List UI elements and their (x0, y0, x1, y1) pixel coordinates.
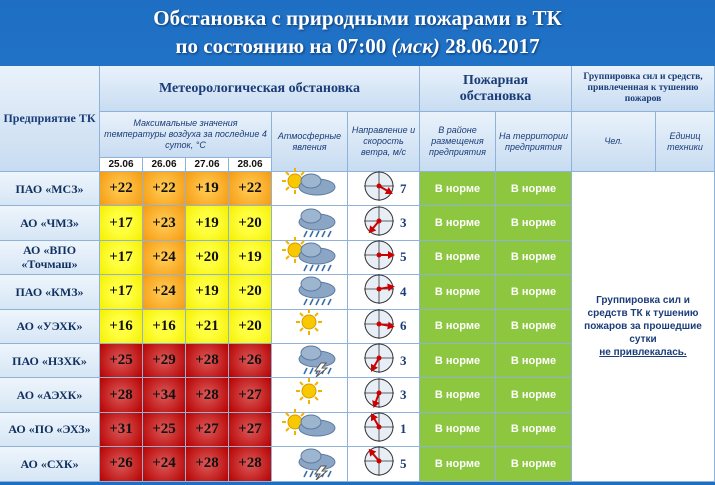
header-fire: Пожарная обстановка (420, 66, 572, 112)
header-wind: Направление и скорость ветра, м/с (348, 112, 420, 172)
fire-area-status: В норме (420, 413, 496, 447)
enterprise-name: АО «ЧМЗ» (0, 206, 100, 240)
temperature-cell: +20 (229, 310, 272, 344)
wind-cell (348, 206, 420, 240)
wind-speed: 4 (400, 283, 407, 299)
page-title (0, 0, 715, 66)
title-line-2 (0, 32, 715, 60)
wind-compass-icon (362, 204, 396, 243)
wind-speed: 5 (400, 249, 407, 265)
temperature-cell: +24 (143, 447, 186, 481)
temperature-cell: +19 (186, 206, 229, 240)
header-group: Группировка сил и средств, привлеченная к тушению пожаров (572, 66, 715, 112)
temperature-cell: +26 (100, 447, 143, 481)
wind-cell (348, 344, 420, 378)
wind-cell (348, 413, 420, 447)
temperature-cell: +17 (100, 206, 143, 240)
wind-speed: 5 (400, 455, 407, 471)
fire-area-status: В норме (420, 344, 496, 378)
enterprise-name: АО «СХК» (0, 447, 100, 481)
temperature-cell: +27 (186, 413, 229, 447)
fire-territory-status: В норме (496, 172, 572, 206)
enterprise-name: ПАО «МСЗ» (0, 172, 100, 206)
temperature-cell: +16 (100, 310, 143, 344)
wind-compass-icon (362, 169, 396, 208)
temperature-cell: +34 (143, 378, 186, 412)
title-zone: (мск) (391, 34, 440, 58)
wind-cell (348, 275, 420, 309)
wind-compass-icon (362, 238, 396, 277)
enterprise-name: АО «ПО «ЭХЗ» (0, 413, 100, 447)
fire-area-status: В норме (420, 206, 496, 240)
title-time: по состоянию на 07:00 (175, 34, 387, 58)
temperature-cell: +17 (100, 241, 143, 275)
temperature-cell: +25 (100, 344, 143, 378)
temperature-cell: +23 (143, 206, 186, 240)
temperature-cell: +29 (143, 344, 186, 378)
note-line: Группировка сил и (596, 295, 690, 306)
temperature-cell: +28 (186, 378, 229, 412)
fire-area-status: В норме (420, 447, 496, 481)
temperature-cell: +26 (229, 344, 272, 378)
temperature-cell: +19 (186, 275, 229, 309)
temperature-cell: +20 (186, 241, 229, 275)
temperature-cell: +20 (229, 206, 272, 240)
fire-area-status: В норме (420, 275, 496, 309)
header-units: Единиц техники (656, 112, 715, 172)
enterprise-name: ПАО «КМЗ» (0, 275, 100, 309)
group-note (572, 172, 715, 482)
situation-table (0, 66, 715, 482)
note-line: пожаров за прошедшие (584, 321, 702, 332)
temperature-cell: +24 (143, 275, 186, 309)
title-line-1: Обстановка с природными пожарами в ТК (153, 6, 562, 30)
temperature-cell: +22 (229, 172, 272, 206)
date-header: 27.06 (186, 158, 229, 172)
title-date: 28.06.2017 (445, 34, 540, 58)
fire-territory-status: В норме (496, 447, 572, 481)
wind-compass-icon (362, 410, 396, 449)
temperature-cell: +28 (186, 344, 229, 378)
wind-cell (348, 447, 420, 481)
wind-compass-icon (362, 272, 396, 311)
fire-territory-status: В норме (496, 206, 572, 240)
header-max-temp: Максимальные значения температуры воздуха за последние 4 суток, °С (100, 112, 272, 158)
wind-speed: 7 (400, 180, 407, 196)
temperature-cell: +16 (143, 310, 186, 344)
wind-compass-icon (362, 376, 396, 415)
fire-area-status: В норме (420, 310, 496, 344)
date-header: 25.06 (100, 158, 143, 172)
fire-territory-status: В норме (496, 241, 572, 275)
temperature-cell: +28 (186, 447, 229, 481)
temperature-cell: +31 (100, 413, 143, 447)
wind-speed: 6 (400, 318, 407, 334)
wind-speed: 3 (400, 387, 407, 403)
temperature-cell: +19 (229, 241, 272, 275)
fire-area-status: В норме (420, 241, 496, 275)
header-people: Чел. (572, 112, 656, 172)
wind-cell (348, 241, 420, 275)
fire-area-status: В норме (420, 172, 496, 206)
fire-territory-status: В норме (496, 413, 572, 447)
temperature-cell: +17 (100, 275, 143, 309)
fire-territory-status: В норме (496, 378, 572, 412)
temperature-cell: +22 (100, 172, 143, 206)
temperature-cell: +19 (186, 172, 229, 206)
wind-compass-icon (362, 341, 396, 380)
temperature-cell: +22 (143, 172, 186, 206)
fire-territory-status: В норме (496, 344, 572, 378)
temperature-cell: +25 (143, 413, 186, 447)
header-meteo: Метеорологическая обстановка (100, 66, 420, 112)
enterprise-name: АО «УЭХК» (0, 310, 100, 344)
header-enterprise: Предприятие ТК (0, 66, 100, 172)
wind-compass-icon (362, 307, 396, 346)
temperature-cell: +28 (229, 447, 272, 481)
temperature-cell: +24 (143, 241, 186, 275)
fire-territory-status: В норме (496, 275, 572, 309)
storm-icon (281, 442, 339, 485)
wind-cell (348, 172, 420, 206)
wind-speed: 3 (400, 215, 407, 231)
wind-speed: 3 (400, 352, 407, 368)
note-underline: не привлекалась. (599, 347, 687, 358)
date-header: 26.06 (143, 158, 186, 172)
weather-cell (272, 447, 348, 481)
temperature-cell: +20 (229, 275, 272, 309)
fire-territory-status: В норме (496, 310, 572, 344)
enterprise-name: АО «ВПО «Точмаш» (0, 241, 100, 275)
header-fire-area: В районе размещения предприятия (420, 112, 496, 172)
enterprise-name: ПАО «НЗХК» (0, 344, 100, 378)
header-atmo: Атмосферные явления (272, 112, 348, 172)
wind-speed: 1 (400, 421, 407, 437)
header-fire-territory: На территории предприятия (496, 112, 572, 172)
wind-compass-icon (362, 444, 396, 483)
temperature-cell: +21 (186, 310, 229, 344)
note-line: средств ТК к тушению (587, 308, 699, 319)
temperature-cell: +27 (229, 413, 272, 447)
wind-cell (348, 378, 420, 412)
date-header: 28.06 (229, 158, 272, 172)
note-line: сутки (629, 334, 657, 345)
temperature-cell: +28 (100, 378, 143, 412)
temperature-cell: +27 (229, 378, 272, 412)
wind-cell (348, 310, 420, 344)
fire-area-status: В норме (420, 378, 496, 412)
enterprise-name: АО «АЭХК» (0, 378, 100, 412)
